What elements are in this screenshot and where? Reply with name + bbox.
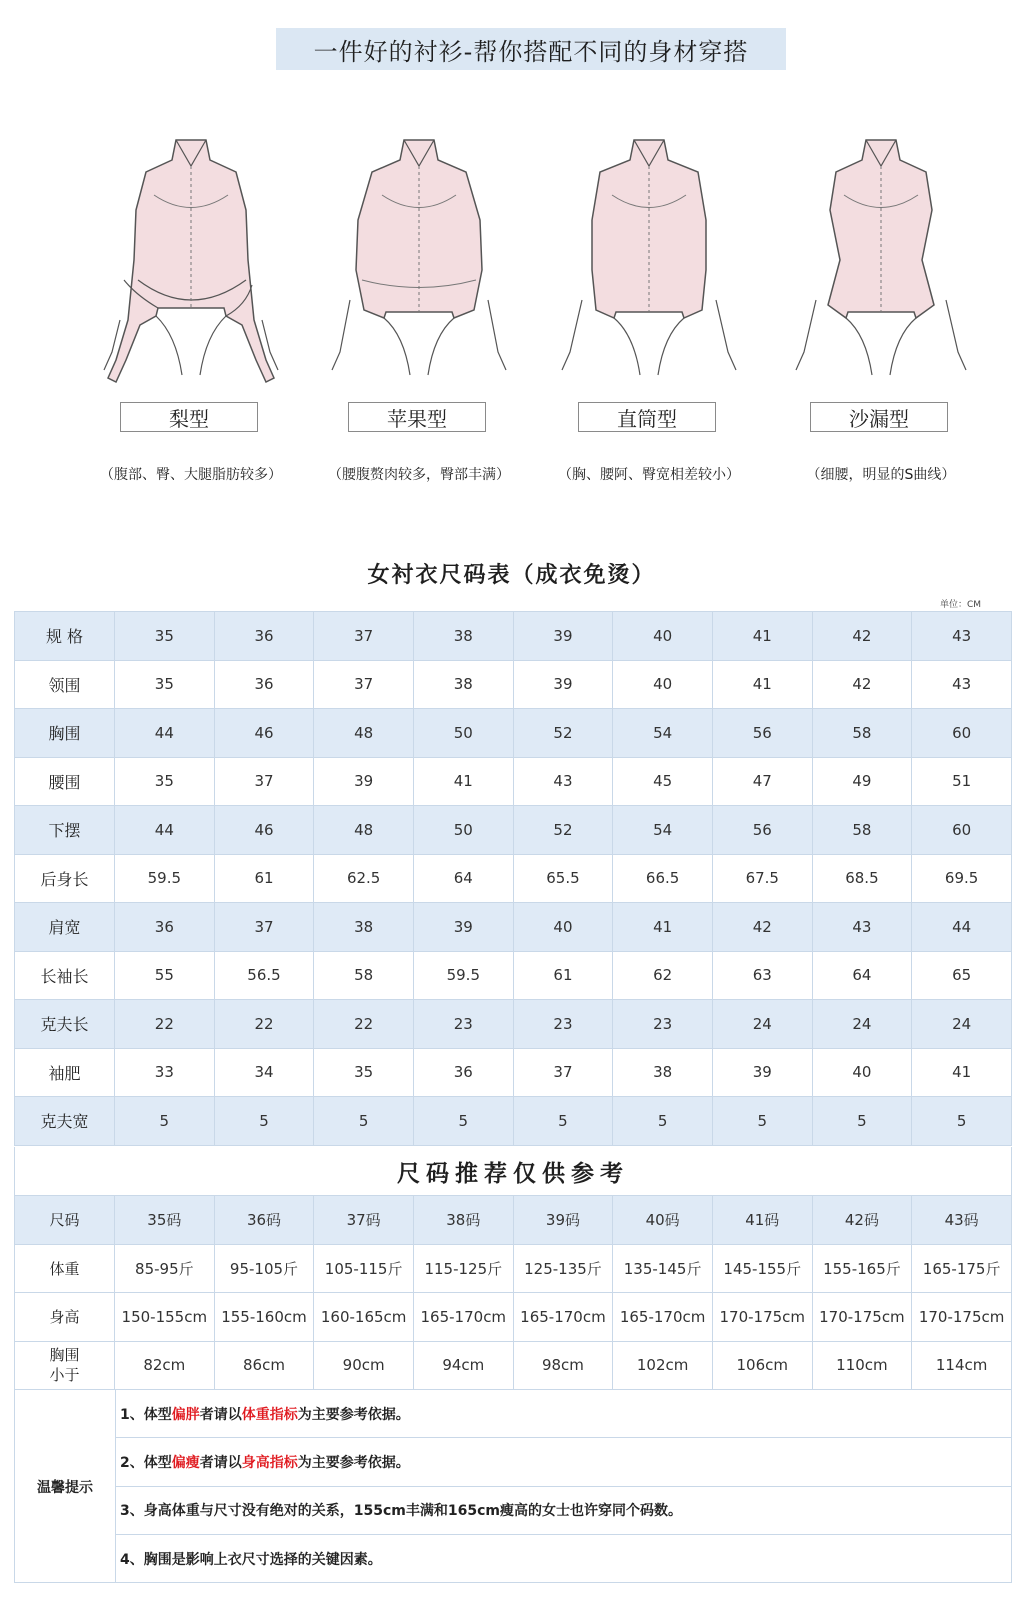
- table-cell: 5: [613, 1097, 713, 1146]
- table-cell: 24: [812, 1000, 912, 1049]
- table-cell: 62.5: [314, 854, 414, 903]
- recommend-body: [15, 1196, 1012, 1390]
- table-cell: 60: [912, 709, 1012, 758]
- table-cell: 42: [812, 612, 912, 661]
- table-cell: 102cm: [613, 1341, 713, 1390]
- table-cell: 38码: [413, 1196, 513, 1245]
- tip-text: 者请以: [199, 1406, 242, 1423]
- table-cell: 69.5: [912, 854, 1012, 903]
- table-cell: 43码: [912, 1196, 1012, 1245]
- table-row: [15, 806, 1012, 855]
- recommend-table: [14, 1195, 1012, 1390]
- straight-label-box: [578, 402, 716, 432]
- tip-highlight: 偏胖: [171, 1406, 200, 1423]
- table-cell: 56.5: [214, 951, 314, 1000]
- hourglass-label-box: [810, 402, 948, 432]
- table-cell: 41: [413, 757, 513, 806]
- table-cell: 110cm: [812, 1341, 912, 1390]
- table-cell: 98cm: [513, 1341, 613, 1390]
- recommend-row-label: [15, 1341, 115, 1390]
- table-cell: 41码: [712, 1196, 812, 1245]
- tips-section: [14, 1390, 1012, 1583]
- table-cell: 40: [613, 612, 713, 661]
- table-cell: 86cm: [214, 1341, 314, 1390]
- apple-label: 苹果型: [387, 406, 447, 431]
- recommend-row-size: [15, 1196, 1012, 1245]
- table-cell: 46: [214, 806, 314, 855]
- table-cell: 85-95斤: [115, 1244, 215, 1293]
- table-cell: 41: [912, 1048, 1012, 1097]
- table-cell: 61: [513, 951, 613, 1000]
- table-cell: 35: [115, 757, 215, 806]
- tip-text: 为主要参考依据。: [297, 1406, 410, 1423]
- table-cell: 22: [115, 1000, 215, 1049]
- table-cell: 165-170cm: [413, 1293, 513, 1342]
- pear-label: 梨型: [169, 406, 209, 431]
- table-cell: 82cm: [115, 1341, 215, 1390]
- size-row-label: 下摆: [15, 806, 115, 855]
- tip-1: [116, 1390, 1012, 1438]
- table-row: [15, 903, 1012, 952]
- table-cell: 165-175斤: [912, 1244, 1012, 1293]
- table-cell: 41: [712, 660, 812, 709]
- table-row: [15, 854, 1012, 903]
- recommend-row-chest: [15, 1341, 1012, 1390]
- table-cell: 42: [812, 660, 912, 709]
- table-cell: 35: [115, 660, 215, 709]
- tips-label: 温馨提示: [37, 1479, 93, 1496]
- table-cell: 95-105斤: [214, 1244, 314, 1293]
- body-type-apple: [304, 120, 534, 490]
- table-cell: 5: [115, 1097, 215, 1146]
- pear-desc: （腹部、臀、大腿脂肪较多）: [100, 467, 282, 483]
- recommend-title: 尺码推荐仅供参考: [14, 1147, 1012, 1195]
- size-chart-table: [14, 611, 1012, 1146]
- table-cell: 36: [413, 1048, 513, 1097]
- table-cell: 50: [413, 806, 513, 855]
- table-cell: 39: [413, 903, 513, 952]
- chest-label-line1: 胸围: [49, 1346, 80, 1365]
- tip-text: 者请以: [199, 1454, 242, 1471]
- table-cell: 35: [115, 612, 215, 661]
- table-cell: 46: [214, 709, 314, 758]
- table-cell: 5: [314, 1097, 414, 1146]
- table-cell: 39: [314, 757, 414, 806]
- hourglass-label: 沙漏型: [849, 406, 909, 431]
- table-cell: 44: [115, 806, 215, 855]
- table-row: [15, 951, 1012, 1000]
- table-cell: 37: [214, 757, 314, 806]
- apple-desc: （腰腹赘肉较多，臀部丰满）: [328, 467, 510, 483]
- table-cell: 41: [712, 612, 812, 661]
- size-row-label: 腰围: [15, 757, 115, 806]
- table-cell: 47: [712, 757, 812, 806]
- table-cell: 43: [912, 660, 1012, 709]
- table-cell: 41: [613, 903, 713, 952]
- size-row-label: 克夫宽: [15, 1097, 115, 1146]
- table-cell: 22: [314, 1000, 414, 1049]
- size-row-label: 规 格: [15, 612, 115, 661]
- table-cell: 37: [513, 1048, 613, 1097]
- table-cell: 40码: [613, 1196, 713, 1245]
- table-cell: 48: [314, 806, 414, 855]
- table-cell: 5: [214, 1097, 314, 1146]
- table-cell: 39: [712, 1048, 812, 1097]
- table-cell: 65.5: [513, 854, 613, 903]
- table-cell: 50: [413, 709, 513, 758]
- table-cell: 115-125斤: [413, 1244, 513, 1293]
- pear-label-box: [120, 402, 258, 432]
- table-cell: 39: [513, 660, 613, 709]
- chest-label-line2: 小于: [49, 1366, 80, 1385]
- table-cell: 39码: [513, 1196, 613, 1245]
- size-chart-unit: 单位：CM: [940, 600, 982, 610]
- size-row-label: 肩宽: [15, 903, 115, 952]
- body-type-hourglass: [766, 120, 996, 490]
- table-cell: 38: [314, 903, 414, 952]
- table-cell: 37码: [314, 1196, 414, 1245]
- table-cell: 34: [214, 1048, 314, 1097]
- table-cell: 49: [812, 757, 912, 806]
- table-cell: 37: [314, 660, 414, 709]
- table-cell: 37: [314, 612, 414, 661]
- table-cell: 106cm: [712, 1341, 812, 1390]
- table-cell: 114cm: [912, 1341, 1012, 1390]
- table-cell: 33: [115, 1048, 215, 1097]
- table-row: [15, 709, 1012, 758]
- table-cell: 23: [513, 1000, 613, 1049]
- straight-figure-illustration: [534, 120, 764, 395]
- table-cell: 150-155cm: [115, 1293, 215, 1342]
- table-cell: 155-160cm: [214, 1293, 314, 1342]
- size-chart-title: 女衬衣尺码表（成衣免烫）: [367, 563, 656, 588]
- table-cell: 5: [413, 1097, 513, 1146]
- table-cell: 40: [613, 660, 713, 709]
- table-cell: 59.5: [115, 854, 215, 903]
- table-cell: 54: [613, 806, 713, 855]
- table-cell: 43: [912, 612, 1012, 661]
- table-row: [15, 660, 1012, 709]
- table-cell: 58: [812, 709, 912, 758]
- body-type-figures: [0, 120, 1023, 490]
- table-cell: 61: [214, 854, 314, 903]
- body-type-pear: [76, 120, 306, 490]
- size-row-label: 长袖长: [15, 951, 115, 1000]
- table-cell: 54: [613, 709, 713, 758]
- size-chart-body: [15, 612, 1012, 1146]
- table-cell: 45: [613, 757, 713, 806]
- table-cell: 67.5: [712, 854, 812, 903]
- recommend-row-label: 体重: [15, 1244, 115, 1293]
- tips-body: [115, 1390, 1012, 1583]
- table-cell: 42码: [812, 1196, 912, 1245]
- table-cell: 170-175cm: [912, 1293, 1012, 1342]
- table-cell: 105-115斤: [314, 1244, 414, 1293]
- table-cell: 125-135斤: [513, 1244, 613, 1293]
- table-cell: 5: [712, 1097, 812, 1146]
- table-cell: 63: [712, 951, 812, 1000]
- table-cell: 62: [613, 951, 713, 1000]
- apple-label-box: [348, 402, 486, 432]
- table-cell: 94cm: [413, 1341, 513, 1390]
- table-cell: 65: [912, 951, 1012, 1000]
- table-cell: 59.5: [413, 951, 513, 1000]
- straight-label: 直筒型: [617, 406, 677, 431]
- table-cell: 38: [613, 1048, 713, 1097]
- table-cell: 64: [812, 951, 912, 1000]
- table-cell: 52: [513, 709, 613, 758]
- recommend-row-weight: [15, 1244, 1012, 1293]
- pear-figure-illustration: [76, 120, 306, 395]
- hourglass-desc: （细腰，明显的S曲线）: [806, 467, 956, 483]
- table-cell: 23: [613, 1000, 713, 1049]
- table-row: [15, 1000, 1012, 1049]
- table-cell: 35码: [115, 1196, 215, 1245]
- table-cell: 58: [812, 806, 912, 855]
- table-cell: 40: [513, 903, 613, 952]
- table-cell: 36: [214, 660, 314, 709]
- table-cell: 5: [513, 1097, 613, 1146]
- size-row-label: 胸围: [15, 709, 115, 758]
- size-row-label: 后身长: [15, 854, 115, 903]
- table-cell: 36码: [214, 1196, 314, 1245]
- table-cell: 170-175cm: [812, 1293, 912, 1342]
- table-cell: 135-145斤: [613, 1244, 713, 1293]
- apple-figure-illustration: [304, 120, 534, 395]
- hourglass-figure-illustration: [766, 120, 996, 395]
- table-cell: 56: [712, 806, 812, 855]
- tip-text: 为主要参考依据。: [297, 1454, 410, 1471]
- table-cell: 165-170cm: [513, 1293, 613, 1342]
- table-cell: 22: [214, 1000, 314, 1049]
- table-cell: 24: [712, 1000, 812, 1049]
- table-cell: 55: [115, 951, 215, 1000]
- tip-highlight: 体重指标: [241, 1406, 298, 1423]
- table-cell: 38: [413, 612, 513, 661]
- page-banner: [276, 28, 786, 70]
- table-cell: 58: [314, 951, 414, 1000]
- tip-highlight: 身高指标: [241, 1454, 298, 1471]
- table-row: [15, 1048, 1012, 1097]
- tip-highlight: 偏瘦: [171, 1454, 200, 1471]
- banner-title: 一件好的衬衫-帮你搭配不同的身材穿搭: [313, 37, 749, 66]
- table-cell: 145-155斤: [712, 1244, 812, 1293]
- size-row-label: 袖肥: [15, 1048, 115, 1097]
- tip-text: 1、体型: [120, 1406, 172, 1423]
- table-cell: 68.5: [812, 854, 912, 903]
- table-cell: 51: [912, 757, 1012, 806]
- tip-3: 3、身高体重与尺寸没有绝对的关系，155cm丰满和165cm瘦高的女士也许穿同个码数。: [116, 1487, 1012, 1535]
- table-cell: 35: [314, 1048, 414, 1097]
- table-cell: 155-165斤: [812, 1244, 912, 1293]
- table-cell: 5: [912, 1097, 1012, 1146]
- recommend-row-label: 尺码: [15, 1196, 115, 1245]
- table-cell: 36: [115, 903, 215, 952]
- table-cell: 90cm: [314, 1341, 414, 1390]
- table-cell: 38: [413, 660, 513, 709]
- table-cell: 23: [413, 1000, 513, 1049]
- table-cell: 37: [214, 903, 314, 952]
- body-type-straight: [534, 120, 764, 490]
- tip-text: 2、体型: [120, 1454, 172, 1471]
- table-cell: 66.5: [613, 854, 713, 903]
- table-cell: 170-175cm: [712, 1293, 812, 1342]
- table-cell: 60: [912, 806, 1012, 855]
- table-cell: 48: [314, 709, 414, 758]
- straight-desc: （胸、腰阿、臀宽相差较小）: [558, 467, 740, 483]
- size-row-label: 克夫长: [15, 1000, 115, 1049]
- table-cell: 42: [712, 903, 812, 952]
- table-row: [15, 757, 1012, 806]
- table-cell: 39: [513, 612, 613, 661]
- size-row-label: 领围: [15, 660, 115, 709]
- table-cell: 56: [712, 709, 812, 758]
- table-cell: 24: [912, 1000, 1012, 1049]
- table-row: [15, 1097, 1012, 1146]
- table-cell: 36: [214, 612, 314, 661]
- table-row: [15, 612, 1012, 661]
- table-cell: 43: [812, 903, 912, 952]
- table-cell: 40: [812, 1048, 912, 1097]
- table-cell: 52: [513, 806, 613, 855]
- recommend-row-label: 身高: [15, 1293, 115, 1342]
- tip-4: 4、胸围是影响上衣尺寸选择的关键因素。: [120, 1551, 382, 1568]
- table-cell: 64: [413, 854, 513, 903]
- recommend-row-height: [15, 1293, 1012, 1342]
- table-cell: 165-170cm: [613, 1293, 713, 1342]
- table-cell: 160-165cm: [314, 1293, 414, 1342]
- table-cell: 44: [912, 903, 1012, 952]
- table-cell: 5: [812, 1097, 912, 1146]
- table-cell: 43: [513, 757, 613, 806]
- tip-2: [116, 1438, 1012, 1486]
- table-cell: 44: [115, 709, 215, 758]
